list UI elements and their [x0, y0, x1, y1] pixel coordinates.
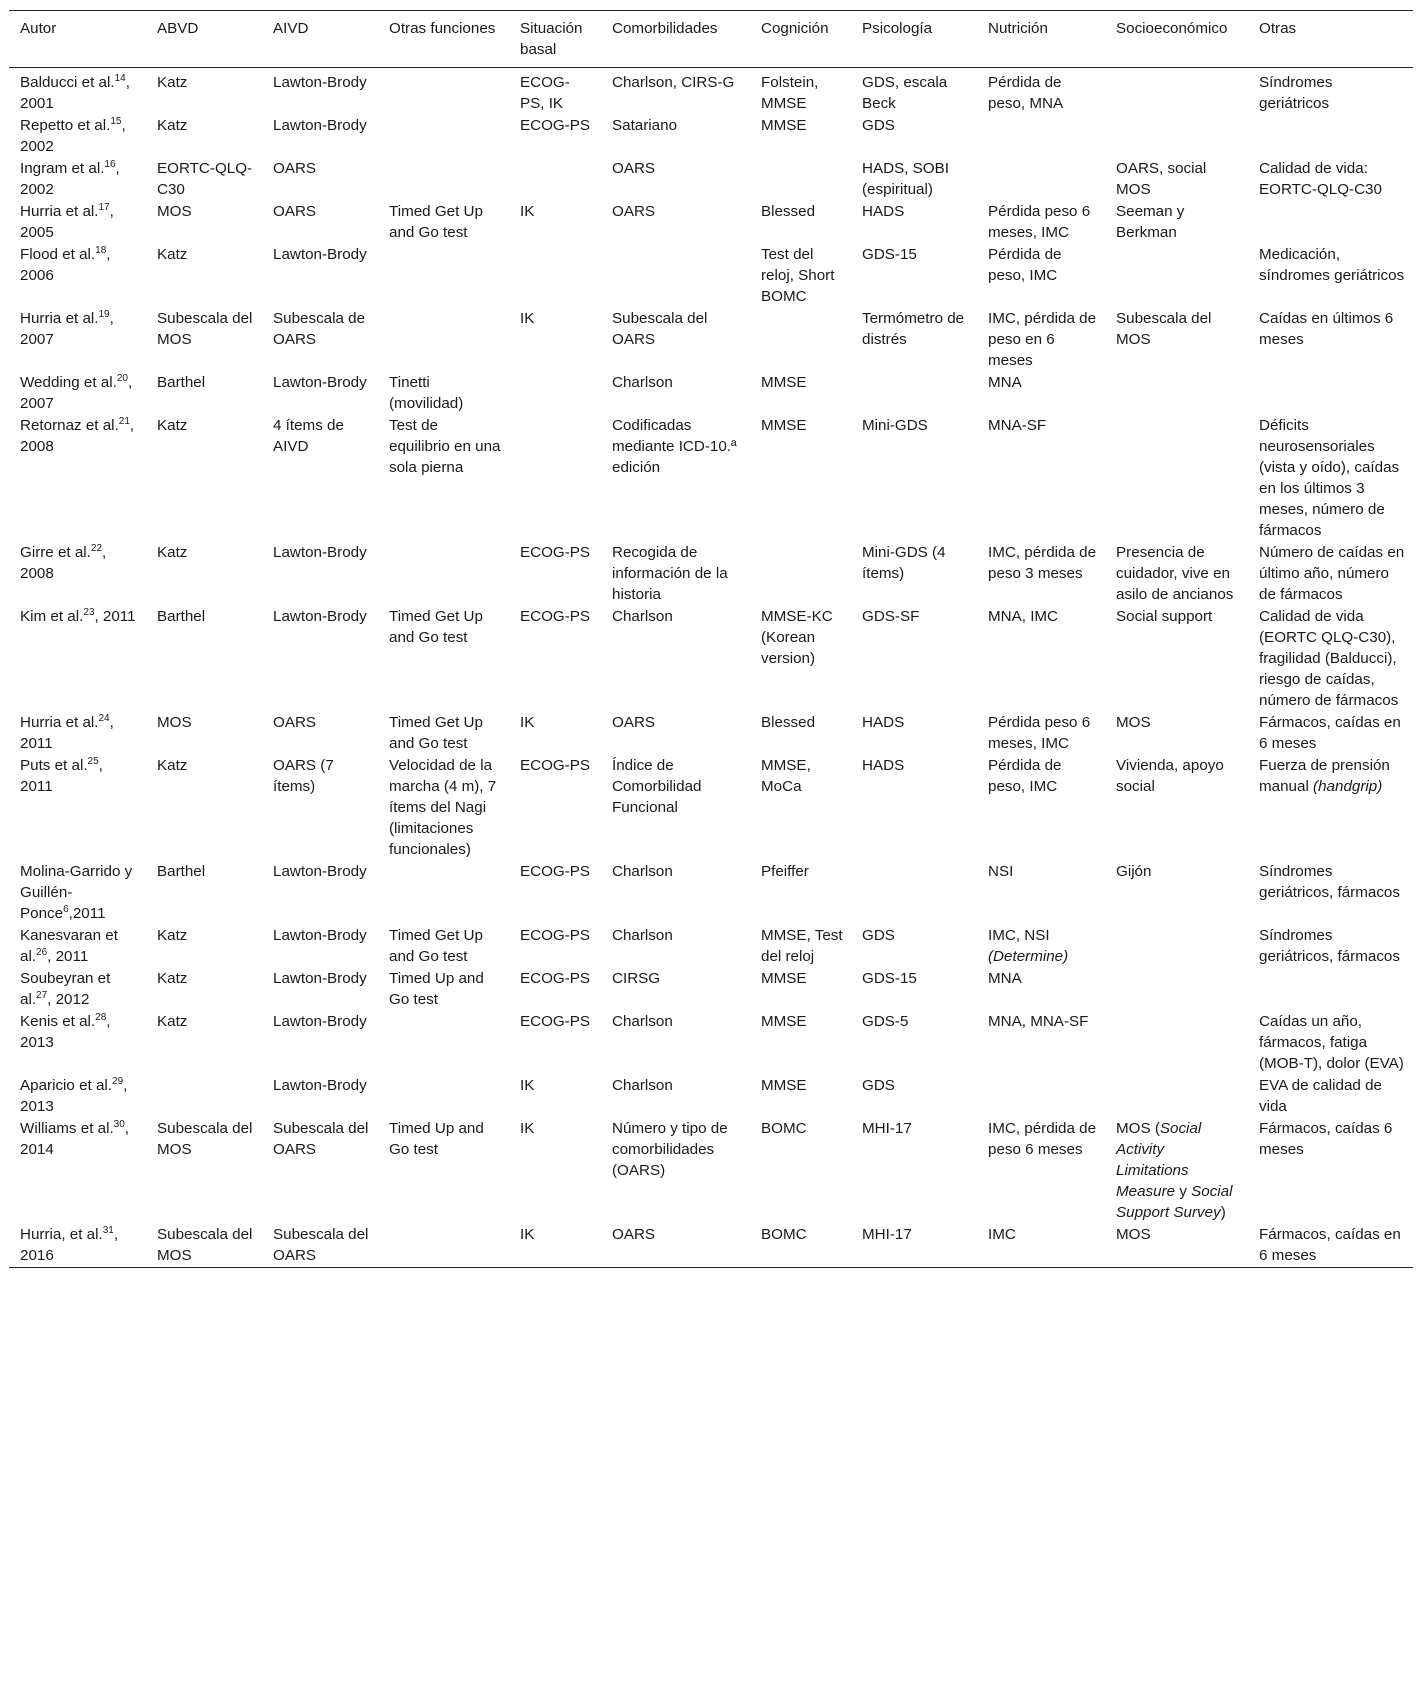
- cell-autor: Hurria et al.$^{17}$, 2005: [20, 201, 114, 241]
- cell-socioeconomico: OARS, social MOS: [1116, 160, 1207, 198]
- cell-abvd: MOS: [157, 203, 192, 220]
- cell-autor: Ingram et al.$^{16}$, 2002: [20, 158, 120, 198]
- cell-aivd: OARS: [273, 203, 317, 220]
- cell-situacion-basal: [509, 244, 601, 308]
- table-row: [9, 755, 1413, 861]
- cell-situacion-basal: IK: [520, 1077, 535, 1094]
- table-row: [9, 925, 1413, 968]
- cell-psicologia: GDS: [862, 1077, 895, 1094]
- cell-nutricion: MNA: [988, 970, 1022, 987]
- cell-situacion-basal: ECOG-PS: [520, 544, 591, 561]
- cell-nutricion: IMC, NSI (Determine): [988, 927, 1069, 965]
- cell-cognicion: MMSE, Test del reloj: [761, 927, 843, 965]
- header-otras: Otras: [1259, 20, 1297, 37]
- cell-otras: Caídas un año, fármacos, fatiga (MOB-T), dolor (EVA): [1259, 1013, 1404, 1072]
- cell-aivd: Lawton-Brody: [273, 1013, 367, 1030]
- table-row: [9, 244, 1413, 308]
- cell-socioeconomico: [1105, 968, 1248, 1011]
- cell-psicologia: [851, 861, 977, 925]
- cell-cognicion: MMSE, MoCa: [761, 757, 811, 795]
- cell-comorbilidades: Charlson: [612, 374, 673, 391]
- cell-aivd: Lawton-Brody: [273, 544, 367, 561]
- cell-socioeconomico: MOS (Social Activity Limitations Measure y Social Support Survey): [1116, 1120, 1233, 1221]
- cell-situacion-basal: ECOG-PS: [520, 757, 591, 774]
- cell-aivd: Subescala del OARS: [273, 1226, 369, 1264]
- cell-socioeconomico: MOS: [1116, 714, 1151, 731]
- cell-otras: Fármacos, caídas en 6 meses: [1259, 714, 1401, 752]
- cell-psicologia: MHI-17: [862, 1120, 912, 1137]
- header-nutricion: Nutrición: [988, 20, 1048, 37]
- cell-socioeconomico: [1105, 372, 1248, 415]
- cell-aivd: Lawton-Brody: [273, 246, 367, 263]
- cell-situacion-basal: IK: [520, 714, 535, 731]
- cell-abvd: Subescala del MOS: [157, 1120, 253, 1158]
- cell-situacion-basal: [509, 158, 601, 201]
- cell-autor: Kim et al.$^{23}$, 2011: [20, 606, 136, 625]
- cell-cognicion: MMSE: [761, 1013, 807, 1030]
- cell-socioeconomico: MOS: [1116, 1226, 1151, 1243]
- header-comorbilidades: Comorbilidades: [612, 20, 718, 37]
- cell-nutricion: Pérdida de peso, MNA: [988, 74, 1064, 112]
- cell-otras: Fuerza de prensión manual (handgrip): [1259, 757, 1390, 795]
- cell-comorbilidades: Charlson: [612, 1013, 673, 1030]
- cell-cognicion: [750, 542, 851, 606]
- cell-otras-funciones: Timed Up and Go test: [389, 970, 484, 1008]
- cell-psicologia: GDS-15: [862, 246, 917, 263]
- cell-autor: Molina-Garrido y Guillén-Ponce$^6$,2011: [20, 863, 133, 922]
- cell-situacion-basal: [509, 372, 601, 415]
- table-row: [9, 1118, 1413, 1224]
- cell-socioeconomico: [1105, 244, 1248, 308]
- table-row: [9, 712, 1413, 755]
- cell-comorbilidades: Charlson: [612, 1077, 673, 1094]
- cell-comorbilidades: [601, 244, 750, 308]
- cell-cognicion: MMSE: [761, 1077, 807, 1094]
- cell-otras-funciones: [378, 1011, 509, 1075]
- cell-psicologia: GDS: [862, 927, 895, 944]
- cell-cognicion: Test del reloj, Short BOMC: [761, 246, 835, 305]
- cell-nutricion: MNA, MNA-SF: [988, 1013, 1089, 1030]
- cell-cognicion: MMSE: [761, 374, 807, 391]
- cell-comorbilidades: OARS: [612, 160, 656, 177]
- cell-aivd: Lawton-Brody: [273, 374, 367, 391]
- cell-abvd: Subescala del MOS: [157, 1226, 253, 1264]
- cell-aivd: Lawton-Brody: [273, 970, 367, 987]
- cell-socioeconomico: Presencia de cuidador, vive en asilo de ancianos: [1116, 544, 1234, 603]
- cell-socioeconomico: Vivienda, apoyo social: [1116, 757, 1224, 795]
- cell-situacion-basal: IK: [520, 310, 535, 327]
- cell-abvd: Barthel: [157, 863, 206, 880]
- cell-autor: Repetto et al.$^{15}$, 2002: [20, 115, 126, 155]
- cell-autor: Kanesvaran et al.$^{26}$, 2011: [20, 927, 118, 965]
- cell-socioeconomico: Seeman y Berkman: [1116, 203, 1185, 241]
- table-row: [9, 968, 1413, 1011]
- cell-abvd: Katz: [157, 927, 188, 944]
- cell-socioeconomico: Subescala del MOS: [1116, 310, 1212, 348]
- cell-situacion-basal: ECOG-PS: [520, 1013, 591, 1030]
- cell-comorbilidades: OARS: [612, 714, 656, 731]
- cell-otras: [1248, 201, 1413, 244]
- cell-situacion-basal: ECOG-PS: [520, 608, 591, 625]
- table-row: [9, 308, 1413, 372]
- cell-nutricion: IMC, pérdida de peso 3 meses: [988, 544, 1097, 582]
- cell-abvd: Barthel: [157, 374, 206, 391]
- cell-otras-funciones: [378, 1224, 509, 1268]
- table-row: [9, 372, 1413, 415]
- cell-aivd: Subescala del OARS: [273, 1120, 369, 1158]
- cell-otras: Número de caídas en último año, número de fármacos: [1259, 544, 1405, 603]
- cell-comorbilidades: Charlson: [612, 927, 673, 944]
- cell-cognicion: Pfeiffer: [761, 863, 809, 880]
- cell-otras: [1248, 968, 1413, 1011]
- cell-abvd: Katz: [157, 417, 188, 434]
- cell-comorbilidades: Subescala del OARS: [612, 310, 708, 348]
- instrument-table-container: [9, 10, 1413, 1268]
- cell-comorbilidades: Charlson, CIRS-G: [612, 74, 735, 91]
- cell-psicologia: Termómetro de distrés: [862, 310, 965, 348]
- cell-autor: Aparicio et al.$^{29}$, 2013: [20, 1075, 128, 1115]
- cell-nutricion: IMC, pérdida de peso en 6 meses: [988, 310, 1097, 369]
- cell-socioeconomico: [1105, 115, 1248, 158]
- cell-comorbilidades: Charlson: [612, 863, 673, 880]
- cell-situacion-basal: ECOG-PS: [520, 117, 591, 134]
- cell-situacion-basal: ECOG-PS: [520, 863, 591, 880]
- cell-otras-funciones: [378, 861, 509, 925]
- cell-otras: Síndromes geriátricos, fármacos: [1259, 863, 1400, 901]
- cell-psicologia: HADS: [862, 203, 905, 220]
- cell-aivd: Lawton-Brody: [273, 74, 367, 91]
- cell-abvd: EORTC-QLQ-C30: [157, 160, 253, 198]
- cell-otras-funciones: [378, 308, 509, 372]
- cell-psicologia: HADS: [862, 714, 905, 731]
- geriatric-assessment-table: [9, 10, 1413, 1268]
- cell-otras-funciones: Timed Up and Go test: [389, 1120, 484, 1158]
- cell-cognicion: BOMC: [761, 1120, 807, 1137]
- cell-nutricion: [977, 115, 1105, 158]
- header-otras-funciones: Otras funciones: [389, 20, 496, 37]
- cell-psicologia: GDS-5: [862, 1013, 909, 1030]
- cell-otras: Caídas en últimos 6 meses: [1259, 310, 1394, 348]
- header-autor: Autor: [20, 20, 57, 37]
- cell-otras-funciones: Tinetti (movilidad): [389, 374, 464, 412]
- cell-abvd: Katz: [157, 246, 188, 263]
- cell-comorbilidades: Recogida de información de la historia: [612, 544, 728, 603]
- table-row: [9, 606, 1413, 712]
- cell-psicologia: [851, 372, 977, 415]
- table-body: [9, 68, 1413, 1268]
- cell-nutricion: [977, 158, 1105, 201]
- cell-otras-funciones: [378, 1075, 509, 1118]
- cell-autor: Wedding et al.$^{20}$, 2007: [20, 372, 133, 412]
- cell-abvd: Katz: [157, 757, 188, 774]
- cell-otras-funciones: [378, 158, 509, 201]
- cell-otras-funciones: [378, 115, 509, 158]
- cell-socioeconomico: [1105, 1011, 1248, 1075]
- cell-aivd: Lawton-Brody: [273, 608, 367, 625]
- cell-comorbilidades: Satariano: [612, 117, 678, 134]
- table-row: [9, 415, 1413, 542]
- cell-socioeconomico: Gijón: [1116, 863, 1152, 880]
- cell-psicologia: Mini-GDS: [862, 417, 928, 434]
- cell-otras: [1248, 372, 1413, 415]
- cell-nutricion: Pérdida de peso, IMC: [988, 246, 1062, 284]
- cell-aivd: 4 ítems de AIVD: [273, 417, 344, 455]
- cell-aivd: Lawton-Brody: [273, 117, 367, 134]
- cell-otras: Medicación, síndromes geriátricos: [1259, 246, 1405, 284]
- cell-otras: Fármacos, caídas 6 meses: [1259, 1120, 1393, 1158]
- cell-psicologia: HADS: [862, 757, 905, 774]
- cell-situacion-basal: IK: [520, 1120, 535, 1137]
- cell-abvd: Barthel: [157, 608, 206, 625]
- cell-socioeconomico: [1105, 1075, 1248, 1118]
- cell-abvd: [146, 1075, 262, 1118]
- cell-otras: Síndromes geriátricos, fármacos: [1259, 927, 1400, 965]
- cell-nutricion: IMC: [988, 1226, 1016, 1243]
- cell-otras-funciones: Timed Get Up and Go test: [389, 714, 483, 752]
- cell-aivd: Lawton-Brody: [273, 1077, 367, 1094]
- cell-nutricion: MNA: [988, 374, 1022, 391]
- cell-abvd: Subescala del MOS: [157, 310, 253, 348]
- cell-autor: Williams et al.$^{30}$, 2014: [20, 1118, 130, 1158]
- cell-otras: Fármacos, caídas en 6 meses: [1259, 1226, 1401, 1264]
- cell-situacion-basal: [509, 415, 601, 542]
- header-abvd: ABVD: [157, 20, 199, 37]
- cell-socioeconomico: [1105, 415, 1248, 542]
- cell-nutricion: Pérdida peso 6 meses, IMC: [988, 203, 1091, 241]
- cell-autor: Flood et al.$^{18}$, 2006: [20, 244, 111, 284]
- header-situacion-basal: Situación basal: [520, 20, 583, 58]
- cell-psicologia: GDS: [862, 117, 895, 134]
- cell-psicologia: GDS-SF: [862, 608, 920, 625]
- cell-socioeconomico: [1105, 68, 1248, 116]
- cell-autor: Puts et al.$^{25}$, 2011: [20, 755, 103, 795]
- cell-autor: Hurria et al.$^{19}$, 2007: [20, 308, 114, 348]
- cell-otras-funciones: Timed Get Up and Go test: [389, 608, 483, 646]
- cell-nutricion: MNA, IMC: [988, 608, 1059, 625]
- cell-nutricion: IMC, pérdida de peso 6 meses: [988, 1120, 1097, 1158]
- cell-otras-funciones: [378, 244, 509, 308]
- cell-situacion-basal: IK: [520, 203, 535, 220]
- cell-abvd: Katz: [157, 117, 188, 134]
- header-socioeconomico: Socioeconómico: [1116, 20, 1228, 37]
- cell-situacion-basal: ECOG-PS: [520, 927, 591, 944]
- cell-otras: Síndromes geriátricos: [1259, 74, 1333, 112]
- cell-psicologia: HADS, SOBI (espiritual): [862, 160, 949, 198]
- cell-nutricion: Pérdida peso 6 meses, IMC: [988, 714, 1091, 752]
- cell-psicologia: GDS, escala Beck: [862, 74, 948, 112]
- cell-abvd: Katz: [157, 74, 188, 91]
- cell-aivd: OARS: [273, 714, 317, 731]
- cell-nutricion: MNA-SF: [988, 417, 1047, 434]
- cell-autor: Retornaz et al.$^{21}$, 2008: [20, 415, 135, 455]
- cell-abvd: Katz: [157, 970, 188, 987]
- cell-otras-funciones: [378, 68, 509, 116]
- cell-cognicion: MMSE: [761, 417, 807, 434]
- header-psicologia: Psicología: [862, 20, 933, 37]
- cell-otras-funciones: Timed Get Up and Go test: [389, 203, 483, 241]
- cell-autor: Kenis et al.$^{28}$, 2013: [20, 1011, 111, 1051]
- table-row: [9, 158, 1413, 201]
- cell-otras: [1248, 115, 1413, 158]
- cell-aivd: Subescala de OARS: [273, 310, 366, 348]
- cell-comorbilidades: OARS: [612, 203, 656, 220]
- cell-comorbilidades: Charlson: [612, 608, 673, 625]
- cell-otras: Calidad de vida (EORTC QLQ-C30), fragilidad (Balducci), riesgo de caídas, número de fármacos: [1259, 608, 1399, 709]
- table-header: [9, 11, 1413, 68]
- cell-otras-funciones: Timed Get Up and Go test: [389, 927, 483, 965]
- cell-autor: Soubeyran et al.$^{27}$, 2012: [20, 970, 111, 1008]
- cell-otras: Déficits neurosensoriales (vista y oído), caídas en los últimos 3 meses, número de fármacos: [1259, 417, 1400, 539]
- header-cognicion: Cognición: [761, 20, 829, 37]
- cell-abvd: Katz: [157, 544, 188, 561]
- cell-cognicion: [750, 158, 851, 201]
- cell-otras-funciones: Velocidad de la marcha (4 m), 7 ítems del Nagi (limitaciones funcionales): [389, 757, 497, 858]
- cell-comorbilidades: Número y tipo de comorbilidades (OARS): [612, 1120, 728, 1179]
- table-row: [9, 115, 1413, 158]
- cell-comorbilidades: Índice de Comorbilidad Funcional: [612, 757, 702, 816]
- cell-cognicion: Folstein, MMSE: [761, 74, 819, 112]
- cell-cognicion: MMSE: [761, 117, 807, 134]
- cell-cognicion: MMSE-KC (Korean version): [761, 608, 833, 667]
- cell-otras: Calidad de vida: EORTC-QLQ-C30: [1259, 160, 1382, 198]
- cell-aivd: OARS: [273, 160, 317, 177]
- table-row: [9, 1075, 1413, 1118]
- cell-abvd: Katz: [157, 1013, 188, 1030]
- cell-psicologia: MHI-17: [862, 1226, 912, 1243]
- cell-socioeconomico: [1105, 925, 1248, 968]
- cell-comorbilidades: Codificadas mediante ICD-10.ª edición: [612, 417, 737, 476]
- cell-autor: Hurria et al.$^{24}$, 2011: [20, 712, 114, 752]
- cell-otras-funciones: Test de equilibrio en una sola pierna: [389, 417, 501, 476]
- cell-cognicion: Blessed: [761, 714, 816, 731]
- cell-cognicion: BOMC: [761, 1226, 807, 1243]
- cell-socioeconomico: Social support: [1116, 608, 1213, 625]
- cell-nutricion: Pérdida de peso, IMC: [988, 757, 1062, 795]
- table-row: [9, 542, 1413, 606]
- cell-aivd: Lawton-Brody: [273, 863, 367, 880]
- cell-cognicion: Blessed: [761, 203, 816, 220]
- table-row: [9, 861, 1413, 925]
- table-row: [9, 1224, 1413, 1268]
- cell-autor: Girre et al.$^{22}$, 2008: [20, 542, 107, 582]
- table-row: [9, 68, 1413, 116]
- table-row: [9, 1011, 1413, 1075]
- cell-abvd: MOS: [157, 714, 192, 731]
- cell-psicologia: GDS-15: [862, 970, 917, 987]
- cell-aivd: OARS (7 ítems): [273, 757, 334, 795]
- cell-cognicion: MMSE: [761, 970, 807, 987]
- cell-situacion-basal: IK: [520, 1226, 535, 1243]
- cell-nutricion: NSI: [988, 863, 1014, 880]
- cell-autor: Hurria, et al.$^{31}$, 2016: [20, 1224, 119, 1264]
- cell-situacion-basal: ECOG-PS: [520, 970, 591, 987]
- cell-comorbilidades: CIRSG: [612, 970, 661, 987]
- cell-otras: EVA de calidad de vida: [1259, 1077, 1382, 1115]
- cell-autor: Balducci et al.$^{14}$, 2001: [20, 72, 130, 112]
- header-aivd: AIVD: [273, 20, 309, 37]
- header-row: [9, 11, 1413, 68]
- cell-nutricion: [977, 1075, 1105, 1118]
- cell-psicologia: Mini-GDS (4 ítems): [862, 544, 946, 582]
- cell-otras-funciones: [378, 542, 509, 606]
- cell-aivd: Lawton-Brody: [273, 927, 367, 944]
- cell-situacion-basal: ECOG-PS, IK: [520, 74, 570, 112]
- cell-cognicion: [750, 308, 851, 372]
- cell-comorbilidades: OARS: [612, 1226, 656, 1243]
- table-row: [9, 201, 1413, 244]
